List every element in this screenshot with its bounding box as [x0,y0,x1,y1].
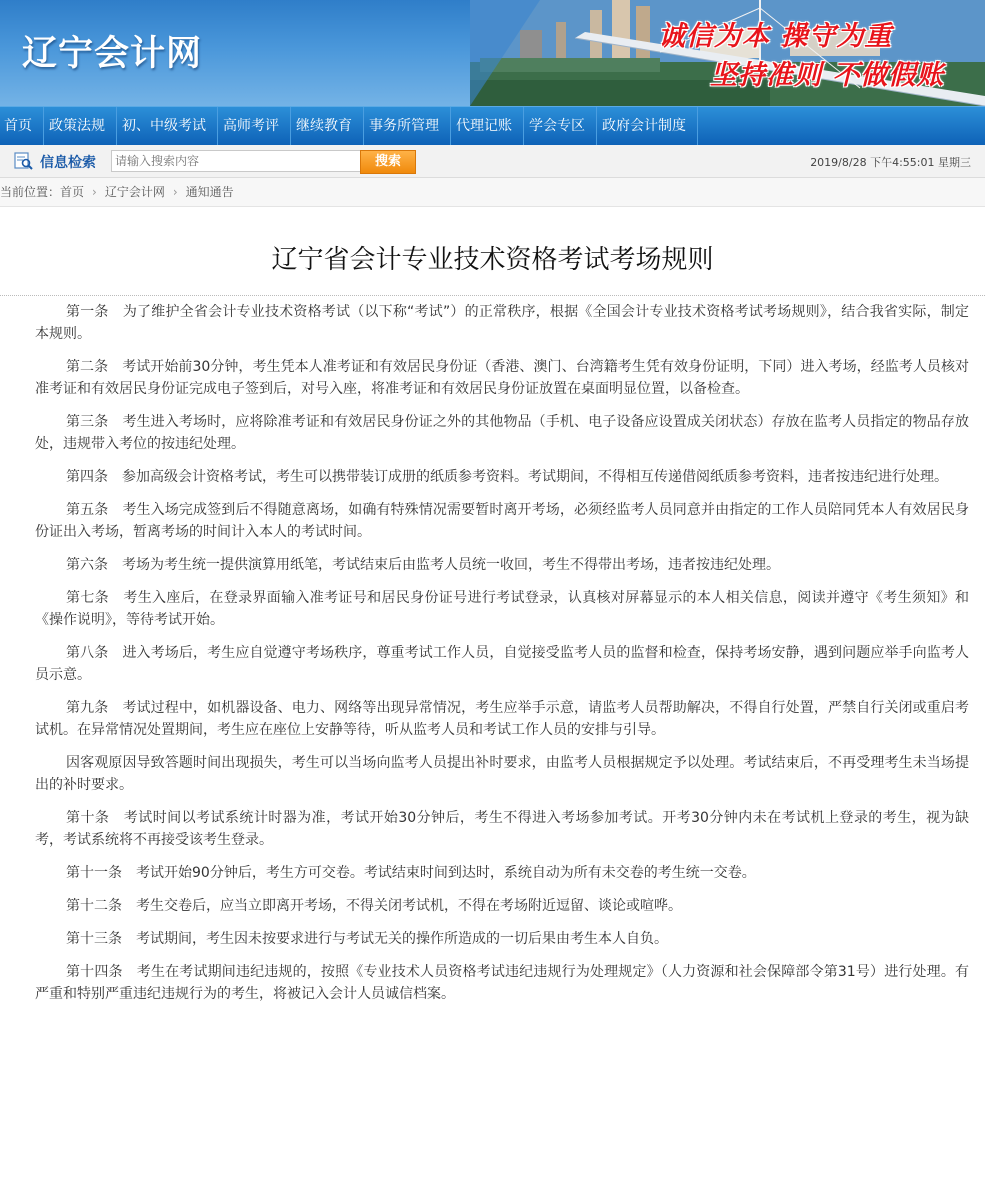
breadcrumb-site[interactable]: 辽宁会计网 [104,185,165,199]
breadcrumb [0,178,985,207]
nav-item-continuing-education[interactable]: 继续教育 [291,107,364,145]
site-banner [0,0,985,106]
article-title: 辽宁省会计专业技术资格考试考场规则 [271,245,714,275]
chevron-right-icon: › [92,185,97,199]
breadcrumb-prefix: 当前位置： [0,185,61,199]
article-paragraph: 第七条 考生入座后，在登录界面输入准考证号和居民身份证号进行考试登录，认真核对屏幕显示的本人相关信息，阅读并遵守《考生须知》和《操作说明》，等待考试开始。 [35,590,969,628]
article-paragraph: 因客观原因导致答题时间出现损失，考生可以当场向监考人员提出补时要求，由监考人员根据规定予以处理。考试结束后，不再受理考生未当场提出的补时要求。 [35,755,969,793]
nav-item-junior-intermediate-exam[interactable]: 初、中级考试 [117,107,218,145]
article-paragraph: 第十二条 考生交卷后，应当立即离开考场，不得关闭考试机，不得在考场附近逗留、谈论或喧哗。 [66,898,682,914]
nav-item-home[interactable]: 首页 [0,107,44,145]
article-paragraph: 第九条 考试过程中，如机器设备、电力、网络等出现异常情况，考生应举手示意，请监考人员帮助解决，不得自行处置，严禁自行关闭或重启考试机。在异常情况处置期间，考生应在座位上安静等待，听从监考人员和考试工作人员的安排与引导。 [35,700,969,738]
main-nav [0,106,985,145]
nav-item-bookkeeping-agency[interactable]: 代理记账 [451,107,524,145]
breadcrumb-notices[interactable]: 通知通告 [185,185,234,199]
search-bar [0,145,985,178]
search-label: 信息检索 [40,155,96,171]
search-input[interactable] [111,150,365,172]
article-paragraph: 第五条 考生入场完成签到后不得随意离场，如确有特殊情况需要暂时离开考场，必须经监考人员同意并由指定的工作人员陪同凭本人有效居民身份证出入考场，暂离考场的时间计入本人的考试时间。 [35,502,969,540]
nav-item-senior-evaluation[interactable]: 高师考评 [218,107,291,145]
article-paragraph: 第二条 考试开始前30分钟，考生凭本人准考证和有效居民身份证（香港、澳门、台湾籍考生凭有效身份证明，下同）进入考场，经监考人员核对准考证和有效居民身份证完成电子签到后，对号入座，将准考证和有效居民身份证放置在桌面明显位置，以备检查。 [35,359,969,397]
article-body [0,297,985,1005]
article-paragraph: 第四条 参加高级会计资格考试，考生可以携带装订成册的纸质参考资料。考试期间，不得相互传递借阅纸质参考资料，违者按违纪进行处理。 [66,469,948,485]
nav-item-policy[interactable]: 政策法规 [44,107,117,145]
search-button[interactable]: 搜索 [360,150,416,174]
slogan-line2: 坚持准则 不做假账 [710,60,945,91]
slogan-line1: 诚信为本 操守为重 [658,21,893,52]
article-paragraph: 第六条 考场为考生统一提供演算用纸笔，考试结束后由监考人员统一收回，考生不得带出考场，违者按违纪处理。 [66,557,780,573]
article-paragraph: 第三条 考生进入考场时，应将除准考证和有效居民身份证之外的其他物品（手机、电子设备应设置成关闭状态）存放在监考人员指定的物品存放处，违规带入考位的按违纪处理。 [35,414,969,452]
article-paragraph: 第一条 为了维护全省会计专业技术资格考试（以下称“考试”）的正常秩序，根据《全国会计专业技术资格考试考场规则》，结合我省实际，制定本规则。 [35,304,969,342]
article-paragraph: 第十一条 考试开始90分钟后，考生方可交卷。考试结束时间到达时，系统自动为所有未交卷的考生统一交卷。 [66,865,756,881]
site-logo[interactable]: 辽宁会计网 [22,34,203,74]
article-paragraph: 第十四条 考生在考试期间违纪违规的，按照《专业技术人员资格考试违纪违规行为处理规定》（人力资源和社会保障部令第31号）进行处理。有严重和特别严重违纪违规行为的考生，将被记入会计人员诚信档案。 [35,964,969,1002]
current-datetime: 2019/8/28 下午4:55:01 星期三 [810,156,971,169]
nav-item-government-accounting[interactable]: 政府会计制度 [597,107,698,145]
search-info-icon [14,152,34,174]
nav-item-firm-management[interactable]: 事务所管理 [364,107,451,145]
chevron-right-icon: › [172,185,178,199]
nav-item-society[interactable]: 学会专区 [524,107,597,145]
article-paragraph: 第八条 进入考场后，考生应自觉遵守考场秩序，尊重考试工作人员，自觉接受监考人员的监督和检查，保持考场安静，遇到问题应举手向监考人员示意。 [35,645,969,683]
article-paragraph: 第十条 考试时间以考试系统计时器为准，考试开始30分钟后，考生不得进入考场参加考试。开考30分钟内未在考试机上登录的考生，视为缺考，考试系统将不再接受该考生登录。 [35,810,969,848]
article-paragraph: 第十三条 考试期间，考生因未按要求进行与考试无关的操作所造成的一切后果由考生本人自负。 [66,931,668,947]
breadcrumb-home[interactable]: 首页 [60,185,85,199]
